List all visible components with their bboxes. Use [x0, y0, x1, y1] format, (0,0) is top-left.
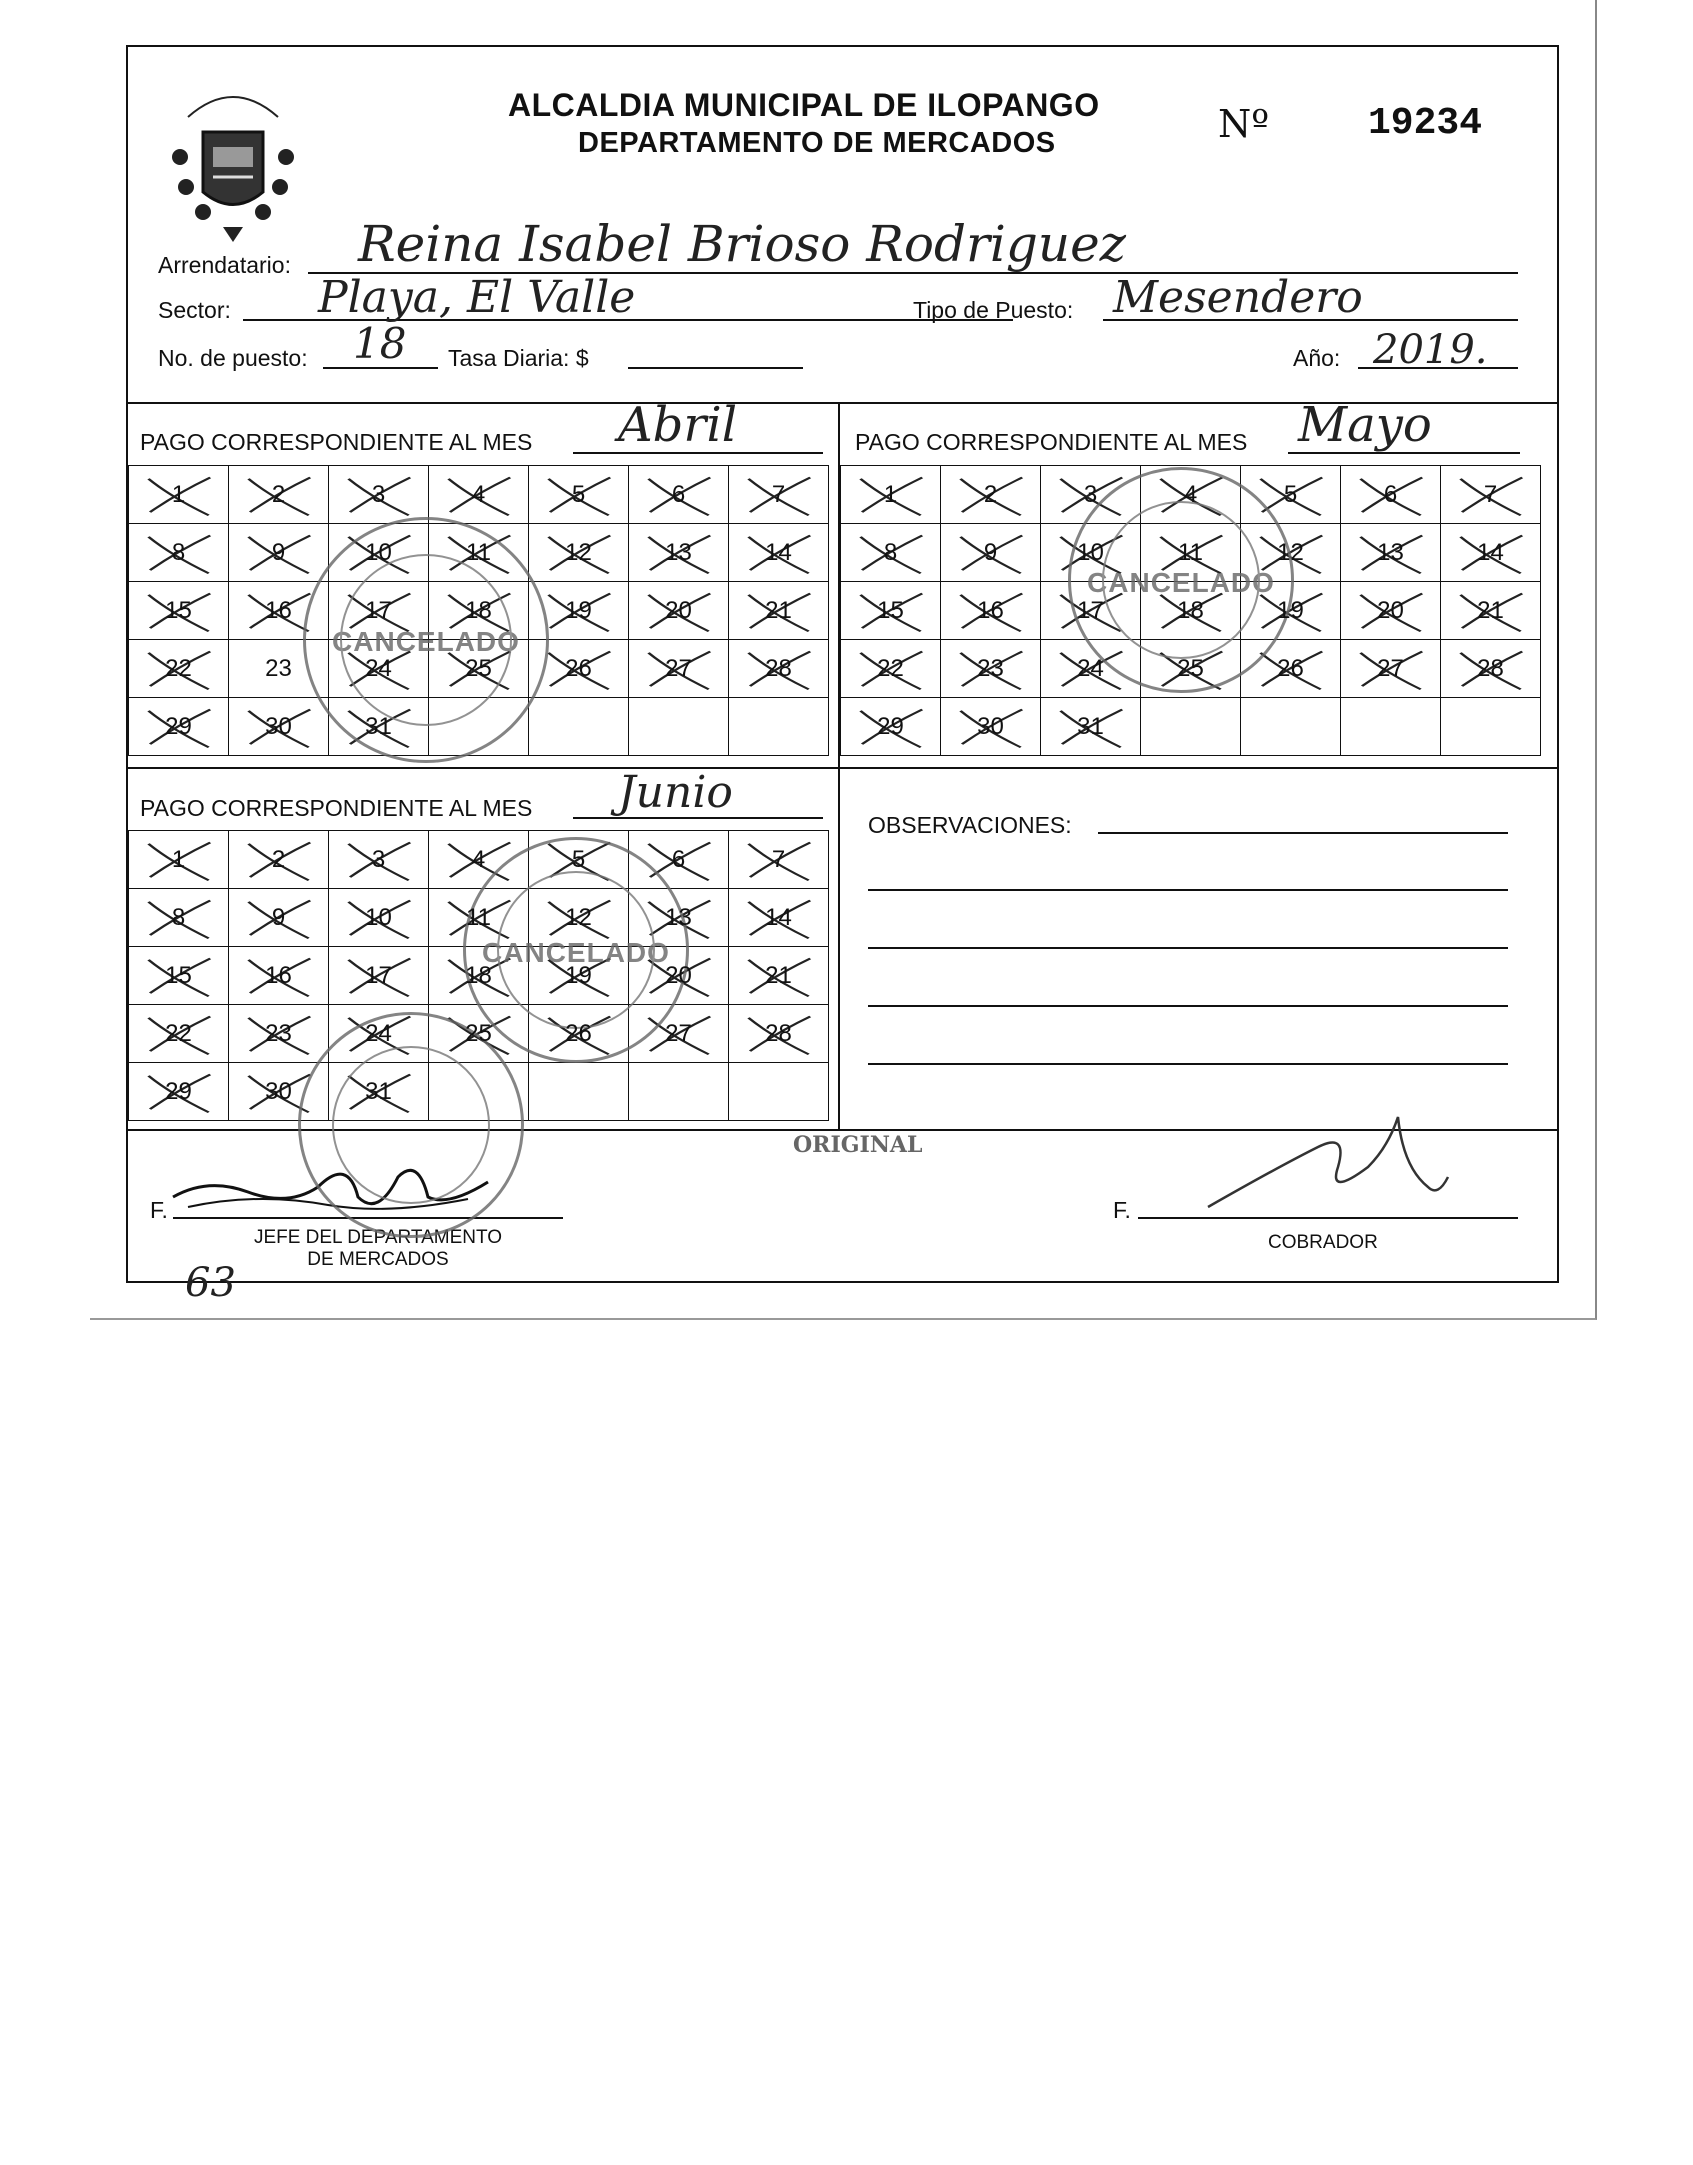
day-cell: [1241, 524, 1341, 582]
day-number: 30: [265, 712, 292, 740]
day-cell: [629, 889, 729, 947]
day-cell: [1141, 582, 1241, 640]
day-cell: [941, 582, 1041, 640]
june-month-label: PAGO CORRESPONDIENTE AL MES: [140, 795, 533, 821]
day-number: 3: [371, 845, 386, 873]
jefe-title-line-2: DE MERCADOS: [307, 1249, 449, 1270]
anio-value: 2019.: [1373, 327, 1488, 373]
day-number: 21: [765, 596, 792, 624]
day-cell: [941, 524, 1041, 582]
day-cell: [629, 524, 729, 582]
day-cell: [1441, 524, 1541, 582]
day-row: [129, 640, 829, 698]
day-number: 20: [665, 961, 692, 989]
day-cell: [841, 466, 941, 524]
day-number: 15: [165, 596, 192, 624]
day-cell: [529, 947, 629, 1005]
jefe-title-line-1: JEFE DEL DEPARTAMENTO: [253, 1227, 503, 1248]
arrendatario-label: Arrendatario:: [158, 252, 291, 278]
day-number: 16: [265, 596, 292, 624]
original-label: ORIGINAL: [793, 1132, 923, 1158]
day-cell: [1141, 640, 1241, 698]
day-number: 7: [1483, 480, 1498, 508]
day-cell: [1141, 466, 1241, 524]
day-cell: [729, 831, 829, 889]
day-number: 23: [977, 654, 1004, 682]
day-number: 28: [765, 654, 792, 682]
day-number: 4: [471, 480, 486, 508]
day-cell: [129, 524, 229, 582]
day-cell: [229, 889, 329, 947]
day-cell: [329, 698, 429, 756]
day-cell: [429, 889, 529, 947]
day-number: 2: [271, 480, 286, 508]
day-number: 31: [365, 1077, 392, 1105]
april-days-grid: [128, 465, 829, 756]
day-row: [841, 698, 1541, 756]
empty-cell: [1441, 698, 1541, 756]
day-cell: [629, 582, 729, 640]
day-cell: [729, 889, 829, 947]
jefe-signature: [168, 1137, 498, 1227]
day-number: 31: [1077, 712, 1104, 740]
day-cell: [229, 466, 329, 524]
day-cell: [1241, 640, 1341, 698]
day-cell: [229, 831, 329, 889]
day-cell: [229, 582, 329, 640]
tipo-puesto-value: Mesendero: [1113, 272, 1363, 323]
day-cell: [429, 582, 529, 640]
day-number: 30: [265, 1077, 292, 1105]
day-number: 22: [165, 654, 192, 682]
day-cell: [129, 947, 229, 1005]
day-cell: [329, 947, 429, 1005]
day-number: 22: [877, 654, 904, 682]
day-number: 24: [365, 1019, 392, 1047]
day-cell: [129, 831, 229, 889]
may-month-value: Mayo: [1298, 397, 1432, 453]
day-cell: [729, 466, 829, 524]
day-cell: [841, 582, 941, 640]
day-cell: [1141, 524, 1241, 582]
day-number: 1: [883, 480, 898, 508]
day-cell: [129, 1005, 229, 1063]
observaciones-line-1: [1098, 832, 1508, 834]
municipal-seal-logo: [158, 77, 308, 247]
day-row: [129, 1005, 829, 1063]
day-cell: [429, 831, 529, 889]
april-month-value: Abril: [618, 397, 738, 453]
day-row: [129, 524, 829, 582]
municipality-title: ALCALDIA MUNICIPAL DE ILOPANGO: [508, 87, 1100, 123]
day-cell: [529, 582, 629, 640]
day-cell: [629, 640, 729, 698]
day-cell: [1241, 466, 1341, 524]
day-number: 8: [171, 903, 186, 931]
june-month-value: Junio: [618, 767, 733, 818]
day-number: 21: [765, 961, 792, 989]
anio-label: Año:: [1293, 345, 1341, 371]
day-number: 24: [365, 654, 392, 682]
day-number: 28: [765, 1019, 792, 1047]
empty-cell: [529, 698, 629, 756]
empty-cell: [1141, 698, 1241, 756]
day-cell: [1241, 582, 1341, 640]
day-cell: [229, 698, 329, 756]
day-cell: [941, 698, 1041, 756]
day-number: 13: [665, 903, 692, 931]
arrendatario-value: Reina Isabel Brioso Rodriguez: [358, 215, 1127, 273]
puesto-value: 18: [353, 319, 407, 368]
observaciones-line-2: [868, 889, 1508, 891]
cobrador-f-label: F.: [1113, 1197, 1131, 1223]
day-cell: [129, 640, 229, 698]
day-number: 23: [265, 654, 292, 682]
day-number: 13: [665, 538, 692, 566]
day-cell: [841, 640, 941, 698]
day-number: 14: [765, 903, 792, 931]
day-row: [129, 889, 829, 947]
day-cell: [729, 582, 829, 640]
day-cell: [529, 889, 629, 947]
day-number: 15: [877, 596, 904, 624]
day-cell: [129, 466, 229, 524]
day-cell: [229, 640, 329, 698]
day-number: 17: [365, 961, 392, 989]
market-payment-card: [126, 45, 1559, 1283]
day-cell: [1341, 640, 1441, 698]
empty-cell: [429, 698, 529, 756]
day-number: 26: [565, 654, 592, 682]
observaciones-line-4: [868, 1005, 1508, 1007]
day-cell: [529, 1005, 629, 1063]
day-cell: [729, 1005, 829, 1063]
day-cell: [429, 524, 529, 582]
day-number: 8: [171, 538, 186, 566]
day-cell: [629, 1005, 729, 1063]
day-number: 1: [171, 845, 186, 873]
day-number: 14: [765, 538, 792, 566]
april-month-label: PAGO CORRESPONDIENTE AL MES: [140, 429, 533, 455]
day-number: 5: [571, 480, 586, 508]
day-cell: [841, 524, 941, 582]
day-number: 6: [1383, 480, 1398, 508]
day-cell: [229, 1005, 329, 1063]
day-number: 2: [271, 845, 286, 873]
day-cell: [1041, 582, 1141, 640]
day-cell: [129, 582, 229, 640]
day-row: [129, 1063, 829, 1121]
day-number: 16: [265, 961, 292, 989]
day-cell: [729, 524, 829, 582]
day-cell: [629, 947, 729, 1005]
day-cell: [329, 1005, 429, 1063]
day-number: 29: [165, 712, 192, 740]
day-number: 17: [365, 596, 392, 624]
day-number: 12: [565, 903, 592, 931]
tasa-label: Tasa Diaria: $: [448, 345, 589, 371]
day-row: [129, 947, 829, 1005]
stamp-text: CANCELADO: [332, 625, 520, 657]
stamp-text: CANCELADO: [1087, 566, 1275, 598]
day-number: 10: [1077, 538, 1104, 566]
day-number: 25: [1177, 654, 1204, 682]
day-number: 18: [1177, 596, 1204, 624]
day-cell: [329, 524, 429, 582]
day-cell: [329, 831, 429, 889]
day-number: 7: [771, 845, 786, 873]
day-cell: [329, 889, 429, 947]
day-cell: [1041, 640, 1141, 698]
receipt-number: 19234: [1368, 102, 1483, 145]
empty-cell: [629, 698, 729, 756]
day-number: 14: [1477, 538, 1504, 566]
day-cell: [129, 1063, 229, 1121]
day-cell: [1041, 698, 1141, 756]
day-number: 12: [1277, 538, 1304, 566]
day-number: 31: [365, 712, 392, 740]
may-days-grid: [840, 465, 1541, 756]
day-number: 20: [1377, 596, 1404, 624]
may-month-label: PAGO CORRESPONDIENTE AL MES: [855, 429, 1248, 455]
sector-label: Sector:: [158, 297, 231, 323]
day-number: 9: [983, 538, 998, 566]
empty-cell: [1341, 698, 1441, 756]
day-cell: [1341, 466, 1441, 524]
section-divider-middle: [128, 767, 1557, 769]
day-number: 12: [565, 538, 592, 566]
day-number: 11: [466, 903, 491, 931]
observaciones-line-5: [868, 1063, 1508, 1065]
day-number: 11: [1178, 538, 1203, 566]
day-number: 27: [665, 654, 692, 682]
day-number: 6: [671, 480, 686, 508]
day-cell: [941, 466, 1041, 524]
empty-cell: [729, 1063, 829, 1121]
day-cell: [1341, 582, 1441, 640]
stamp-text: CANCELADO: [482, 936, 670, 968]
day-cell: [629, 831, 729, 889]
day-cell: [1041, 466, 1141, 524]
day-cell: [429, 947, 529, 1005]
margin-handwritten-note: 63: [185, 1260, 236, 1306]
day-number: 4: [1183, 480, 1198, 508]
day-cell: [841, 698, 941, 756]
day-number: 26: [1277, 654, 1304, 682]
day-cell: [1441, 466, 1541, 524]
day-number: 15: [165, 961, 192, 989]
day-cell: [329, 640, 429, 698]
day-number: 6: [671, 845, 686, 873]
day-number: 19: [1277, 596, 1304, 624]
empty-cell: [429, 1063, 529, 1121]
observaciones-line-3: [868, 947, 1508, 949]
day-row: [129, 466, 829, 524]
day-number: 11: [466, 538, 491, 566]
day-cell: [429, 466, 529, 524]
day-number: 17: [1077, 596, 1104, 624]
empty-cell: [629, 1063, 729, 1121]
day-cell: [329, 582, 429, 640]
sector-value: Playa, El Valle: [318, 272, 636, 323]
day-number: 5: [571, 845, 586, 873]
day-cell: [129, 698, 229, 756]
cobrador-signature: [1198, 1107, 1458, 1227]
day-number: 3: [371, 480, 386, 508]
day-number: 29: [877, 712, 904, 740]
day-number: 24: [1077, 654, 1104, 682]
day-cell: [1041, 524, 1141, 582]
day-number: 20: [665, 596, 692, 624]
day-number: 19: [565, 596, 592, 624]
day-number: 30: [977, 712, 1004, 740]
day-cell: [529, 524, 629, 582]
day-cell: [129, 889, 229, 947]
empty-cell: [729, 698, 829, 756]
day-cell: [529, 640, 629, 698]
day-cell: [1341, 524, 1441, 582]
day-cell: [729, 640, 829, 698]
day-row: [129, 698, 829, 756]
day-cell: [329, 1063, 429, 1121]
day-number: 8: [883, 538, 898, 566]
day-row: [129, 831, 829, 889]
day-number: 21: [1477, 596, 1504, 624]
day-number: 16: [977, 596, 1004, 624]
day-cell: [429, 640, 529, 698]
day-number: 4: [471, 845, 486, 873]
jefe-title: [238, 1227, 518, 1271]
day-number: 3: [1083, 480, 1098, 508]
day-number: 18: [465, 961, 492, 989]
day-number: 23: [265, 1019, 292, 1047]
day-number: 25: [465, 654, 492, 682]
day-number: 13: [1377, 538, 1404, 566]
day-number: 22: [165, 1019, 192, 1047]
empty-cell: [529, 1063, 629, 1121]
day-number: 26: [565, 1019, 592, 1047]
day-number: 9: [271, 903, 286, 931]
jefe-f-label: F.: [150, 1197, 168, 1223]
day-cell: [429, 1005, 529, 1063]
day-number: 29: [165, 1077, 192, 1105]
day-number: 18: [465, 596, 492, 624]
cobrador-title: COBRADOR: [1268, 1232, 1378, 1253]
day-cell: [229, 947, 329, 1005]
day-number: 25: [465, 1019, 492, 1047]
day-number: 27: [665, 1019, 692, 1047]
day-row: [841, 466, 1541, 524]
day-number: 10: [365, 538, 392, 566]
day-number: 7: [771, 480, 786, 508]
day-row: [129, 582, 829, 640]
day-number: 28: [1477, 654, 1504, 682]
day-row: [841, 582, 1541, 640]
observaciones-label: OBSERVACIONES:: [868, 812, 1072, 838]
day-cell: [941, 640, 1041, 698]
june-days-grid: [128, 830, 829, 1121]
day-row: [841, 640, 1541, 698]
day-number: 9: [271, 538, 286, 566]
puesto-label: No. de puesto:: [158, 345, 308, 371]
day-number: 1: [171, 480, 186, 508]
day-number: 27: [1377, 654, 1404, 682]
day-number: 19: [565, 961, 592, 989]
day-cell: [1441, 582, 1541, 640]
day-number: 10: [365, 903, 392, 931]
day-cell: [529, 831, 629, 889]
tasa-line: [628, 367, 803, 369]
day-cell: [229, 524, 329, 582]
tipo-puesto-label: Tipo de Puesto:: [913, 297, 1074, 323]
day-cell: [729, 947, 829, 1005]
empty-cell: [1241, 698, 1341, 756]
day-cell: [529, 466, 629, 524]
day-number: 5: [1283, 480, 1298, 508]
number-label: Nº: [1218, 102, 1270, 146]
day-cell: [1441, 640, 1541, 698]
day-number: 2: [983, 480, 998, 508]
day-cell: [629, 466, 729, 524]
day-cell: [229, 1063, 329, 1121]
day-cell: [329, 466, 429, 524]
day-row: [841, 524, 1541, 582]
department-title: DEPARTAMENTO DE MERCADOS: [578, 127, 1056, 159]
